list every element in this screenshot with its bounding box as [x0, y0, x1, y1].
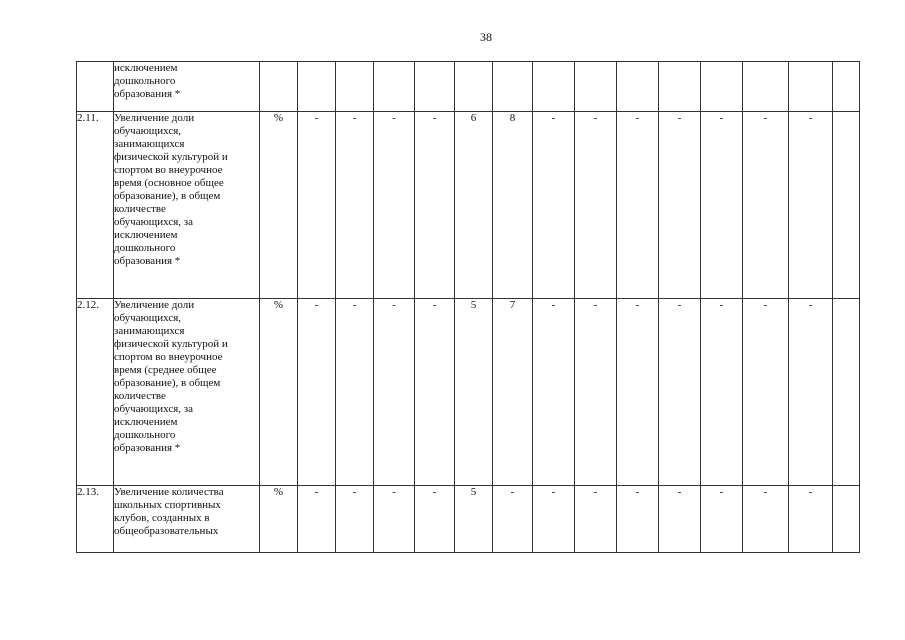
value-cell: - — [575, 299, 617, 486]
value-cell: - — [743, 112, 789, 299]
value-cell — [374, 62, 415, 112]
value-cell: - — [659, 112, 701, 299]
value-cell — [575, 62, 617, 112]
value-cell: - — [659, 486, 701, 553]
value-cell: - — [617, 299, 659, 486]
indicator-name: Увеличение доли обучающихся, занимающихся физической культурой и спортом во внеурочное время (среднее общее образование), в общем количестве обучающихся, за исключением дошкольного образования * — [114, 299, 260, 486]
value-cell — [701, 62, 743, 112]
unit-cell: % — [260, 486, 298, 553]
value-cell: - — [533, 486, 575, 553]
row-number: 2.11. — [77, 112, 114, 299]
value-cell: 7 — [493, 299, 533, 486]
value-cell: - — [374, 486, 415, 553]
value-cell — [833, 112, 860, 299]
table-row — [77, 486, 860, 553]
value-cell — [617, 62, 659, 112]
value-cell: - — [336, 112, 374, 299]
value-cell: - — [493, 486, 533, 553]
value-cell: - — [336, 299, 374, 486]
value-cell — [743, 62, 789, 112]
table-row — [77, 62, 860, 112]
indicator-name: Увеличение доли обучающихся, занимающихся физической культурой и спортом во внеурочное время (основное общее образование), в общем количестве обучающихся, за исключением дошкольного образования * — [114, 112, 260, 299]
value-cell: - — [575, 486, 617, 553]
value-cell: 6 — [455, 112, 493, 299]
value-cell: - — [575, 112, 617, 299]
value-cell: - — [743, 299, 789, 486]
value-cell: - — [743, 486, 789, 553]
value-cell: - — [298, 486, 336, 553]
value-cell — [533, 62, 575, 112]
row-number: 2.12. — [77, 299, 114, 486]
value-cell — [493, 62, 533, 112]
value-cell: - — [789, 112, 833, 299]
page-number: 38 — [480, 30, 492, 44]
value-cell: - — [789, 486, 833, 553]
value-cell — [833, 486, 860, 553]
value-cell: 5 — [455, 486, 493, 553]
value-cell: - — [617, 112, 659, 299]
value-cell: - — [336, 486, 374, 553]
value-cell: - — [374, 112, 415, 299]
value-cell: - — [533, 299, 575, 486]
value-cell: 5 — [455, 299, 493, 486]
table-row — [77, 299, 860, 486]
value-cell: - — [789, 299, 833, 486]
value-cell — [789, 62, 833, 112]
value-cell — [298, 62, 336, 112]
unit-cell: % — [260, 299, 298, 486]
value-cell: - — [415, 112, 455, 299]
value-cell: - — [617, 486, 659, 553]
indicator-name: исключением дошкольного образования * — [114, 62, 260, 112]
value-cell: - — [415, 486, 455, 553]
value-cell: - — [415, 299, 455, 486]
value-cell — [659, 62, 701, 112]
table-row — [77, 112, 860, 299]
value-cell — [833, 62, 860, 112]
value-cell: - — [298, 299, 336, 486]
unit-cell: % — [260, 112, 298, 299]
indicator-name: Увеличение количества школьных спортивных клубов, созданных в общеобразовательных — [114, 486, 260, 553]
unit-cell — [260, 62, 298, 112]
indicators-table — [76, 61, 860, 553]
value-cell: - — [533, 112, 575, 299]
value-cell: - — [701, 486, 743, 553]
value-cell: 8 — [493, 112, 533, 299]
value-cell — [833, 299, 860, 486]
row-number — [77, 62, 114, 112]
value-cell: - — [701, 299, 743, 486]
value-cell: - — [374, 299, 415, 486]
value-cell — [336, 62, 374, 112]
value-cell — [415, 62, 455, 112]
value-cell: - — [659, 299, 701, 486]
value-cell — [455, 62, 493, 112]
row-number: 2.13. — [77, 486, 114, 553]
value-cell: - — [298, 112, 336, 299]
value-cell: - — [701, 112, 743, 299]
